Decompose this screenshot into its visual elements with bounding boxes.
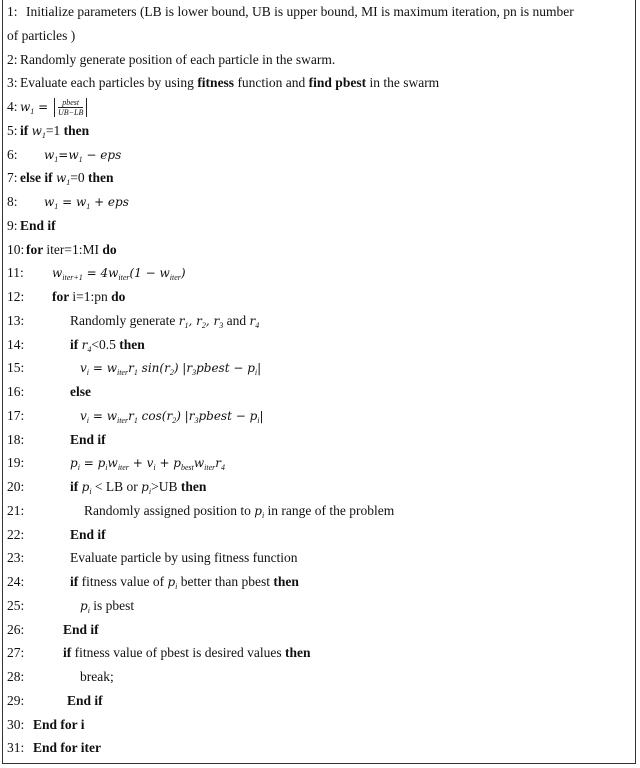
line-content xyxy=(33,714,85,736)
math: ) |r xyxy=(176,408,195,423)
subscript: 1 xyxy=(133,415,138,425)
math: | xyxy=(259,408,264,423)
line-number: 13: xyxy=(7,312,25,328)
keyword: End if xyxy=(20,217,56,233)
line-content xyxy=(33,737,101,759)
keyword: fitness xyxy=(197,75,235,91)
math: p xyxy=(167,575,176,589)
text: Randomly assigned position to xyxy=(84,502,255,518)
algorithm-line xyxy=(7,334,145,356)
math: pbest − p xyxy=(196,361,255,376)
math: sin(r xyxy=(137,361,170,376)
math: p xyxy=(141,480,149,494)
algorithm-line xyxy=(7,1,574,23)
math: w xyxy=(193,456,205,471)
line-number: 28: xyxy=(7,669,25,684)
subscript: 2 xyxy=(172,415,177,425)
algorithm-line xyxy=(7,357,262,379)
text: iter=1:MI xyxy=(46,241,103,257)
line-number: 25: xyxy=(7,597,25,613)
subscript: iter+1 xyxy=(62,273,83,283)
fraction-part: pbest xyxy=(58,98,83,108)
line-number: 27: xyxy=(7,645,25,661)
keyword: then xyxy=(180,479,207,494)
line-content xyxy=(80,405,264,432)
line-number: 9: xyxy=(7,217,18,233)
math: w xyxy=(20,100,31,114)
subscript: iter xyxy=(118,273,130,283)
text: and xyxy=(223,312,250,328)
line-number: 30: xyxy=(7,716,25,732)
math: , r xyxy=(205,313,220,328)
algorithm-line xyxy=(7,737,101,759)
math: r xyxy=(128,408,134,423)
subscript: i xyxy=(89,487,92,496)
algorithm-line xyxy=(7,571,299,593)
line-number: 22: xyxy=(7,526,25,542)
line-number: 1: xyxy=(7,4,18,19)
subscript: 1 xyxy=(54,202,59,211)
math: p xyxy=(254,503,262,518)
math: = w xyxy=(89,408,117,423)
math: cos(r xyxy=(137,408,173,423)
line-number: 12: xyxy=(7,289,25,304)
line-content xyxy=(63,619,99,641)
math: + eps xyxy=(90,195,129,209)
line-content xyxy=(52,286,125,308)
line-number: 14: xyxy=(7,336,25,352)
subscript: 1 xyxy=(66,178,71,188)
text: =1 xyxy=(45,122,64,138)
subscript: iter xyxy=(204,463,216,473)
math: = p xyxy=(79,456,106,471)
algorithm-line xyxy=(7,120,90,142)
keyword: End if xyxy=(67,692,103,708)
subscript: 2 xyxy=(169,368,174,378)
algorithm-line xyxy=(7,547,298,569)
line-number: 3: xyxy=(7,75,18,91)
keyword: then xyxy=(88,170,114,186)
math: v xyxy=(80,408,87,423)
line-number: 24: xyxy=(7,574,25,589)
keyword: if xyxy=(70,479,82,494)
subscript: iter xyxy=(116,415,129,425)
keyword: find pbest xyxy=(308,75,367,91)
line-content xyxy=(26,239,117,261)
math: ) xyxy=(180,266,186,281)
algorithm-line xyxy=(7,262,186,284)
math: p xyxy=(81,480,90,494)
text: function and xyxy=(234,75,309,91)
keyword: else if xyxy=(20,170,56,186)
keyword: then xyxy=(284,645,311,661)
algorithm-line xyxy=(7,714,85,736)
subscript: i xyxy=(77,463,80,473)
math: | xyxy=(257,361,262,376)
line-number: 18: xyxy=(7,431,25,447)
text: of particles ) xyxy=(7,27,76,43)
math: = w xyxy=(89,361,117,376)
algorithm-line xyxy=(7,405,264,427)
algorithm-line xyxy=(7,310,260,332)
algorithm-line xyxy=(7,429,106,451)
algorithm-line xyxy=(7,690,103,712)
math: =w xyxy=(58,147,79,162)
subscript: best xyxy=(181,463,194,473)
text: Evaluate particle by using fitness function xyxy=(70,550,298,566)
keyword: then xyxy=(63,122,90,138)
subscript: i xyxy=(254,368,258,378)
line-number: 23: xyxy=(7,550,25,566)
algorithm-line xyxy=(7,286,126,308)
subscript: i xyxy=(148,487,152,496)
math: w xyxy=(52,266,63,281)
fraction-part: UB−LB xyxy=(57,108,84,118)
algorithm-line xyxy=(7,215,56,237)
keyword: for xyxy=(52,289,73,304)
algorithm-line xyxy=(7,619,99,641)
subscript: i xyxy=(175,582,178,591)
subscript: i xyxy=(87,605,90,615)
line-number: 31: xyxy=(7,740,25,756)
line-content xyxy=(70,524,106,546)
math: r xyxy=(128,361,134,376)
algorithm-line xyxy=(7,167,114,189)
math: r xyxy=(249,313,256,328)
line-content xyxy=(67,690,103,712)
subscript: 3 xyxy=(219,320,224,330)
text: i=1:pn xyxy=(72,289,112,304)
subscript: 3 xyxy=(194,415,199,425)
subscript: 4 xyxy=(87,344,92,354)
math: p xyxy=(80,598,88,613)
math: = 4w xyxy=(82,266,119,281)
keyword: if xyxy=(70,336,82,352)
text: Evaluate each particles by using xyxy=(20,75,198,91)
line-number: 10: xyxy=(7,241,25,257)
algorithm-line xyxy=(7,642,311,664)
keyword: if xyxy=(70,574,82,589)
line-content xyxy=(84,500,394,527)
math: w xyxy=(44,195,55,209)
subscript: 1 xyxy=(30,107,35,116)
text: break; xyxy=(80,669,114,684)
subscript: i xyxy=(86,415,90,425)
algorithm-line xyxy=(7,500,395,522)
algorithm-line xyxy=(7,96,84,118)
subscript: i xyxy=(257,415,260,425)
algorithm-line xyxy=(7,239,117,261)
line-content xyxy=(70,429,106,451)
subscript: 1 xyxy=(78,154,83,164)
line-content xyxy=(7,25,75,47)
keyword: then xyxy=(119,336,145,352)
line-content xyxy=(63,642,310,664)
line-content xyxy=(80,666,114,688)
subscript: 2 xyxy=(201,320,206,330)
text: in range of the problem xyxy=(264,502,395,518)
line-number: 26: xyxy=(7,621,25,637)
math: r xyxy=(178,313,185,328)
math: v xyxy=(80,361,87,376)
algorithm-line xyxy=(7,49,336,71)
keyword: End for iter xyxy=(33,740,101,756)
subscript: iter xyxy=(169,273,181,283)
line-content xyxy=(20,49,335,71)
text: >UB xyxy=(151,479,181,494)
math: w xyxy=(107,456,118,471)
text: in the swarm xyxy=(366,75,440,91)
math: w xyxy=(44,147,55,162)
algorithm-line xyxy=(7,452,226,474)
math: pbest − p xyxy=(198,408,258,423)
text: fitness value of xyxy=(81,574,168,589)
line-content xyxy=(20,72,439,94)
keyword: if xyxy=(63,645,75,661)
algorithm-line xyxy=(7,381,91,403)
keyword: End if xyxy=(70,526,106,542)
keyword: then xyxy=(273,574,299,589)
math: + p xyxy=(155,456,181,471)
line-content xyxy=(80,357,261,384)
line-number: 21: xyxy=(7,502,25,518)
subscript: i xyxy=(105,463,108,473)
algorithm-line xyxy=(7,524,106,546)
line-content xyxy=(26,1,574,23)
line-content xyxy=(70,547,298,569)
subscript: 1 xyxy=(86,202,91,211)
subscript: i xyxy=(153,463,156,473)
subscript: iter xyxy=(116,368,129,378)
subscript: 4 xyxy=(221,463,226,473)
keyword: do xyxy=(102,241,117,257)
math: , r xyxy=(188,313,202,328)
text: is pbest xyxy=(89,597,135,613)
subscript: 1 xyxy=(54,154,59,164)
keyword: End if xyxy=(63,621,99,637)
algorithm-line xyxy=(7,476,207,498)
line-number: 17: xyxy=(7,407,25,423)
text: better than pbest xyxy=(177,574,274,589)
math: + v xyxy=(128,456,154,471)
line-content xyxy=(44,191,129,218)
line-number: 2: xyxy=(7,51,18,67)
line-number: 8: xyxy=(7,194,18,209)
subscript: iter xyxy=(117,463,129,473)
line-number: 5: xyxy=(7,122,18,138)
math: ) |r xyxy=(173,361,193,376)
algorithm-line xyxy=(7,72,440,94)
line-number: 16: xyxy=(7,384,25,399)
math: = w xyxy=(58,195,87,209)
line-number: 7: xyxy=(7,170,18,186)
text: fitness value of pbest is desired values xyxy=(74,645,285,661)
math: r xyxy=(215,456,222,471)
algorithm-line xyxy=(7,595,135,617)
text: Initialize parameters (LB is lower bound, UB is upper bound, MI is maximum iteration, pn is number xyxy=(26,4,574,19)
algorithm-line xyxy=(7,191,129,213)
line-content xyxy=(20,215,56,237)
line-content xyxy=(70,381,91,403)
subscript: i xyxy=(261,510,265,520)
keyword: else xyxy=(70,384,91,399)
math: p xyxy=(70,456,78,471)
line-number: 19: xyxy=(7,455,25,471)
math: w xyxy=(31,123,42,138)
line-number: 11: xyxy=(7,265,24,281)
math: = xyxy=(34,100,52,114)
text: Randomly generate position of each particle in the swarm. xyxy=(20,51,336,67)
line-number: 29: xyxy=(7,692,25,708)
subscript: 1 xyxy=(133,368,138,378)
algorithm-line xyxy=(7,144,122,166)
line-number: 15: xyxy=(7,360,25,376)
math: w xyxy=(56,171,67,186)
line-number: 6: xyxy=(7,146,18,162)
subscript: i xyxy=(86,368,90,378)
subscript: 1 xyxy=(184,320,189,330)
math: − eps xyxy=(82,147,122,162)
keyword: if xyxy=(20,122,32,138)
algorithm-line xyxy=(7,666,114,688)
text: Randomly generate xyxy=(70,312,179,328)
math: r xyxy=(81,337,88,352)
math: (1 − w xyxy=(129,266,170,281)
subscript: 4 xyxy=(255,320,260,330)
line-number: 20: xyxy=(7,479,25,494)
text: < LB or xyxy=(91,479,142,494)
text: =0 xyxy=(70,170,89,186)
subscript: 3 xyxy=(192,368,197,378)
keyword: do xyxy=(111,289,126,304)
keyword: End for i xyxy=(33,716,85,732)
keyword: End if xyxy=(70,431,106,447)
text: <0.5 xyxy=(91,336,120,352)
line-number: 4: xyxy=(7,99,18,114)
subscript: 1 xyxy=(41,130,46,140)
keyword: for xyxy=(26,241,47,257)
fraction xyxy=(54,98,87,117)
